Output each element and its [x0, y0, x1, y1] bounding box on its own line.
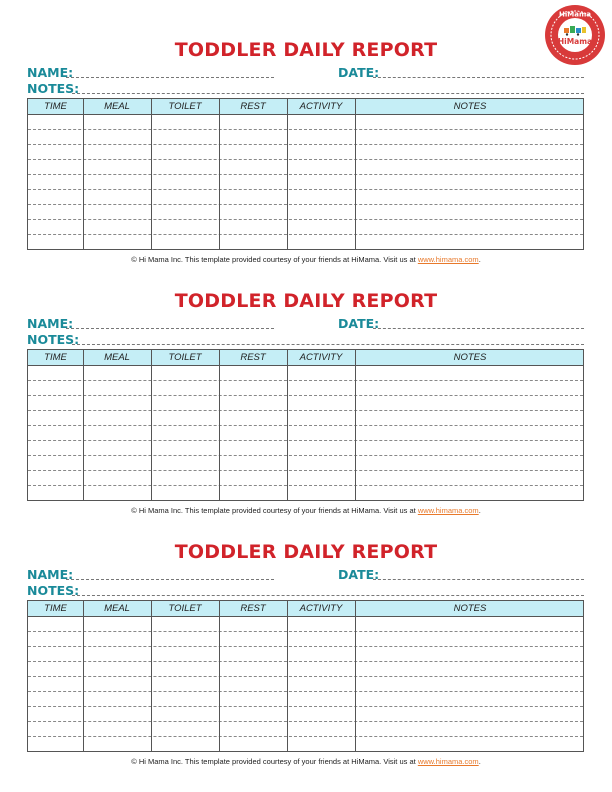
- column-header-toilet: TOILET: [168, 101, 202, 112]
- column-divider: [355, 601, 356, 751]
- date-field[interactable]: [373, 77, 584, 78]
- column-divider: [287, 601, 288, 751]
- table-header-row: [28, 601, 583, 617]
- row-divider: [28, 721, 583, 722]
- row-divider: [28, 204, 583, 205]
- row-divider: [28, 631, 583, 632]
- column-header-toilet: TOILET: [168, 603, 202, 614]
- column-header-time: TIME: [44, 352, 67, 363]
- row-divider: [28, 691, 583, 692]
- report-title: TODDLER DAILY REPORT: [174, 39, 438, 61]
- row-divider: [28, 470, 583, 471]
- row-divider: [28, 425, 583, 426]
- row-divider: [28, 129, 583, 130]
- row-divider: [28, 736, 583, 737]
- name-field[interactable]: [66, 77, 274, 78]
- footer-end: .: [478, 506, 481, 515]
- footer: [0, 506, 612, 516]
- column-divider: [355, 99, 356, 249]
- row-divider: [28, 676, 583, 677]
- table-header-row: [28, 99, 583, 115]
- column-header-time: TIME: [44, 603, 67, 614]
- notes-label: NOTES:: [27, 332, 80, 347]
- column-header-rest: REST: [240, 101, 266, 112]
- row-divider: [28, 144, 583, 145]
- daily-report-table: [27, 98, 584, 250]
- name-field[interactable]: [66, 328, 274, 329]
- column-divider: [219, 601, 220, 751]
- row-divider: [28, 440, 583, 441]
- row-divider: [28, 380, 583, 381]
- name-label: NAME:: [27, 65, 74, 80]
- column-header-meal: MEAL: [104, 352, 130, 363]
- name-label: NAME:: [27, 316, 74, 331]
- row-divider: [28, 706, 583, 707]
- row-divider: [28, 661, 583, 662]
- column-header-rest: REST: [240, 603, 266, 614]
- row-divider: [28, 174, 583, 175]
- column-header-activity: ACTIVITY: [299, 603, 343, 614]
- notes-field[interactable]: [72, 344, 584, 345]
- report-section-2: [0, 289, 612, 539]
- logo-brand-text: HiMama: [557, 37, 593, 46]
- column-divider: [83, 601, 84, 751]
- row-divider: [28, 219, 583, 220]
- daily-report-table: [27, 600, 584, 752]
- row-divider: [28, 485, 583, 486]
- column-header-activity: ACTIVITY: [299, 352, 343, 363]
- footer-end: .: [478, 757, 481, 766]
- report-section-1: [0, 38, 612, 288]
- column-header-time: TIME: [44, 101, 67, 112]
- date-field[interactable]: [373, 328, 584, 329]
- column-divider: [83, 99, 84, 249]
- report-title: TODDLER DAILY REPORT: [174, 541, 438, 563]
- notes-field[interactable]: [72, 595, 584, 596]
- column-header-notes: NOTES: [453, 352, 487, 363]
- column-header-rest: REST: [240, 352, 266, 363]
- footer: [0, 757, 612, 767]
- footer-text: © Hi Mama Inc. This template provided courtesy of your friends at HiMama. Visit us at: [131, 506, 418, 515]
- daily-report-table: [27, 349, 584, 501]
- column-header-notes: NOTES: [453, 101, 487, 112]
- notes-field[interactable]: [72, 93, 584, 94]
- column-header-meal: MEAL: [104, 603, 130, 614]
- column-header-meal: MEAL: [104, 101, 130, 112]
- row-divider: [28, 646, 583, 647]
- himama-link[interactable]: www.himama.com: [417, 255, 479, 264]
- date-label: DATE:: [338, 65, 380, 80]
- column-divider: [83, 350, 84, 500]
- footer-end: .: [478, 255, 481, 264]
- footer: [0, 255, 612, 265]
- row-divider: [28, 410, 583, 411]
- logo-ring-text: HiMama: [559, 10, 591, 19]
- row-divider: [28, 455, 583, 456]
- column-header-toilet: TOILET: [168, 352, 202, 363]
- himama-link[interactable]: www.himama.com: [417, 757, 479, 766]
- report-section-3: [0, 540, 612, 790]
- column-divider: [151, 601, 152, 751]
- report-title: TODDLER DAILY REPORT: [174, 290, 438, 312]
- row-divider: [28, 159, 583, 160]
- footer-text: © Hi Mama Inc. This template provided courtesy of your friends at HiMama. Visit us at: [131, 757, 418, 766]
- column-divider: [355, 350, 356, 500]
- notes-label: NOTES:: [27, 583, 80, 598]
- column-divider: [287, 99, 288, 249]
- row-divider: [28, 234, 583, 235]
- himama-link[interactable]: www.himama.com: [417, 506, 479, 515]
- date-field[interactable]: [373, 579, 584, 580]
- column-divider: [151, 350, 152, 500]
- row-divider: [28, 189, 583, 190]
- column-header-activity: ACTIVITY: [299, 101, 343, 112]
- date-label: DATE:: [338, 316, 380, 331]
- column-divider: [287, 350, 288, 500]
- name-label: NAME:: [27, 567, 74, 582]
- column-header-notes: NOTES: [453, 603, 487, 614]
- column-divider: [151, 99, 152, 249]
- row-divider: [28, 395, 583, 396]
- name-field[interactable]: [66, 579, 274, 580]
- column-divider: [219, 99, 220, 249]
- footer-text: © Hi Mama Inc. This template provided courtesy of your friends at HiMama. Visit us at: [131, 255, 418, 264]
- table-header-row: [28, 350, 583, 366]
- notes-label: NOTES:: [27, 81, 80, 96]
- date-label: DATE:: [338, 567, 380, 582]
- column-divider: [219, 350, 220, 500]
